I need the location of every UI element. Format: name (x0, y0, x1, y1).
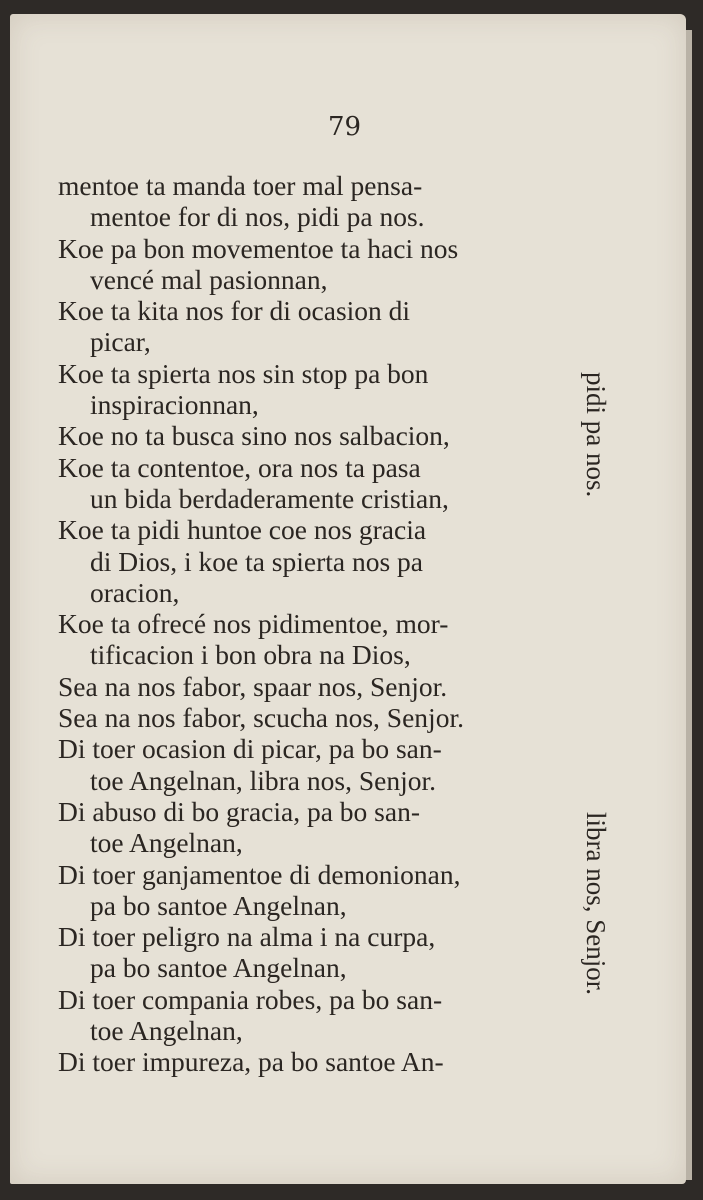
text-line: Sea na nos fabor, scucha nos, Senjor. (58, 702, 464, 734)
text-line: Sea na nos fabor, spaar nos, Senjor. (58, 670, 448, 702)
text-line: inspiracionnan, (90, 389, 259, 421)
text-line: Di abuso di bo gracia, pa bo san- (58, 795, 420, 827)
text-line: Koe ta pidi huntoe coe nos gracia (58, 514, 427, 546)
text-line: toe Angelnan, (90, 1015, 243, 1047)
text-line: oracion, (90, 576, 180, 608)
litany-text (58, 170, 603, 1078)
text-line: Di toer compania robes, pa bo san- (58, 983, 443, 1015)
text-line: pa bo santoe Angelnan, (90, 889, 347, 921)
text-line: Di toer ganjamentoe di demonionan, (58, 858, 461, 890)
text-line: picar, (90, 326, 151, 358)
marginal-response-pidi: pidi pa nos. (581, 372, 611, 498)
text-line: vencé mal pasionnan, (90, 263, 328, 295)
text-line: Di toer peligro na alma i na curpa, (58, 921, 436, 953)
text-line: toe Angelnan, (90, 827, 243, 859)
text-line: tificacion i bon obra na Dios, (90, 639, 411, 671)
text-line: Koe no ta busca sino nos salbacion, (58, 420, 450, 452)
text-line: Koe ta contentoe, ora nos ta pasa (58, 451, 421, 483)
text-line: Di toer ocasion di picar, pa bo san- (58, 733, 442, 765)
text-line: Koe ta kita nos for di ocasion di (58, 295, 411, 327)
text-line: pa bo santoe Angelnan, (90, 952, 347, 984)
text-line: Di toer impureza, pa bo santoe An- (58, 1046, 444, 1078)
text-line: un bida berdaderamente cristian, (90, 482, 449, 514)
page-number: 79 (328, 112, 362, 142)
text-line: toe Angelnan, libra nos, Senjor. (90, 764, 436, 796)
text-line: mentoe ta manda toer mal pensa- (58, 170, 423, 201)
text-line: Koe ta spierta nos sin stop pa bon (58, 357, 429, 389)
text-line: Koe pa bon movementoe ta haci nos (58, 232, 459, 264)
text-line: Koe ta ofrecé nos pidimentoe, mor- (58, 608, 449, 640)
text-line: mentoe for di nos, pidi pa nos. (90, 201, 425, 233)
text-line: di Dios, i koe ta spierta nos pa (90, 545, 423, 577)
marginal-response-libra: libra nos, Senjor. (581, 812, 611, 995)
